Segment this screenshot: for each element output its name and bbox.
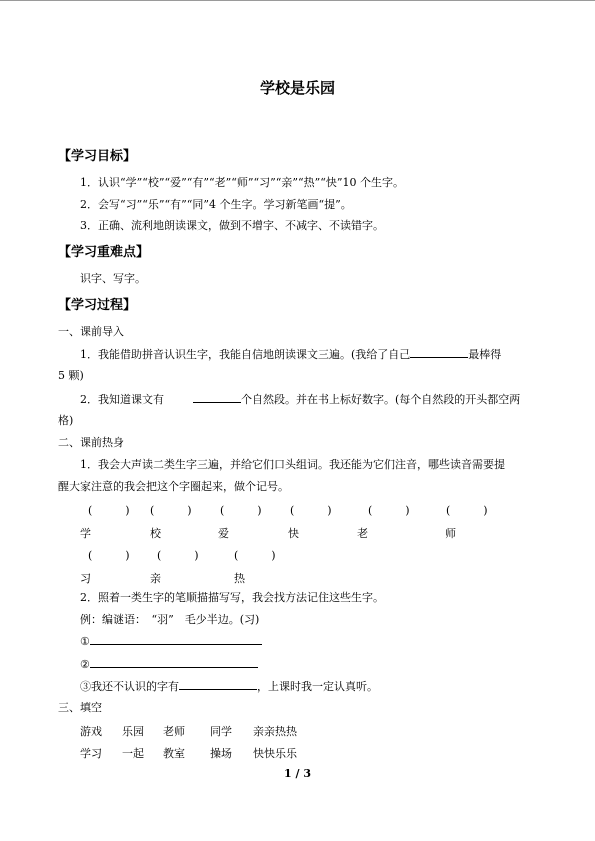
page-number: 1 / 3 xyxy=(284,767,311,780)
pinyin-blank[interactable]: ( ) xyxy=(234,549,276,562)
part2-q2: 2．照着一类生字的笔顺描描写写，我会找方法记住这些生字。 xyxy=(80,591,384,604)
process-heading: 【学习过程】 xyxy=(58,298,137,313)
char-item: 爱 xyxy=(218,527,229,540)
pinyin-blank[interactable]: ( ) xyxy=(220,504,262,517)
pinyin-blank[interactable]: ( ) xyxy=(157,549,199,562)
word-item: 老师 xyxy=(163,725,185,738)
pinyin-blank[interactable]: ( ) xyxy=(446,504,488,517)
word-item: 教室 xyxy=(163,747,185,760)
goal-item-1: 1．认识“学”“校”“爱”“有”“老”“师”“习”“亲”“热”“快”10 个生字。 xyxy=(80,176,404,189)
write-line-1 xyxy=(80,634,262,649)
write-blank[interactable] xyxy=(179,679,257,690)
part3-title: 三、填空 xyxy=(58,701,102,714)
part1-q2-line2: 格) xyxy=(58,414,74,427)
fill-blank[interactable] xyxy=(410,347,468,358)
pinyin-blank[interactable]: ( ) xyxy=(368,504,410,517)
char-item: 亲 xyxy=(150,572,161,585)
part1-q2-text-a: 2．我知道课文有 xyxy=(80,393,164,406)
goal-item-2: 2．会写“习”“乐”“有”“同”4 个生字。学习新笔画“提”。 xyxy=(80,198,352,211)
part1-q2-line1 xyxy=(80,392,520,407)
part1-q1-text-b: 最棒得 xyxy=(468,348,502,361)
write-line-3 xyxy=(80,679,378,694)
char-item: 校 xyxy=(150,527,161,540)
word-item: 一起 xyxy=(122,747,144,760)
write-blank[interactable] xyxy=(90,634,262,645)
write-line-3-text-b: ，上课时我一定认真听。 xyxy=(257,680,378,693)
write-blank[interactable] xyxy=(90,657,258,668)
part1-title: 一、课前导入 xyxy=(58,325,124,338)
word-item: 游戏 xyxy=(80,725,102,738)
write-line-3-text-a: ③我还不认识的字有 xyxy=(80,680,179,693)
word-item: 学习 xyxy=(80,747,102,760)
char-item: 习 xyxy=(80,572,91,585)
part2-example: 例：编谜语： “羽” 毛少半边。(习) xyxy=(80,613,260,626)
part2-q1-line2: 醒大家注意的我会把这个字圈起来，做个记号。 xyxy=(58,480,289,493)
char-item: 快 xyxy=(288,527,299,540)
part1-q1-line2: 5 颗) xyxy=(58,369,84,382)
word-item: 操场 xyxy=(210,747,232,760)
goals-heading: 【学习目标】 xyxy=(58,149,137,164)
page-title: 学校是乐园 xyxy=(259,79,335,97)
keypoints-heading: 【学习重难点】 xyxy=(58,245,150,260)
part2-q1-line1: 1．我会大声读二类生字三遍，并给它们口头组词。我还能为它们注音，哪些读音需要提 xyxy=(80,458,505,471)
goal-item-3: 3．正确、流利地朗读课文，做到不增字、不减字、不读错字。 xyxy=(80,219,384,232)
write-line-2 xyxy=(80,657,258,672)
char-item: 热 xyxy=(234,572,245,585)
word-item: 乐园 xyxy=(122,725,144,738)
char-item: 老 xyxy=(357,527,368,540)
top-border-line xyxy=(0,0,595,1)
part1-q1-text-a: 1．我能借助拼音认识生字，我能自信地朗读课文三遍。(我给了自己 xyxy=(80,348,411,361)
pinyin-blank[interactable]: ( ) xyxy=(88,504,130,517)
pinyin-blank[interactable]: ( ) xyxy=(290,504,332,517)
char-item: 师 xyxy=(445,527,456,540)
fill-blank[interactable] xyxy=(193,392,241,403)
word-item: 亲亲热热 xyxy=(253,725,297,738)
word-item: 快快乐乐 xyxy=(253,747,297,760)
keypoints-text: 识字、写字。 xyxy=(80,272,146,285)
write-line-2-label: ② xyxy=(80,658,90,671)
part2-title: 二、课前热身 xyxy=(58,436,124,449)
pinyin-blank[interactable]: ( ) xyxy=(150,504,192,517)
part1-q2-text-b: 个自然段。并在书上标好数字。(每个自然段的开头都空两 xyxy=(241,393,521,406)
write-line-1-label: ① xyxy=(80,635,90,648)
word-item: 同学 xyxy=(210,725,232,738)
pinyin-blank[interactable]: ( ) xyxy=(88,549,130,562)
char-item: 学 xyxy=(80,527,91,540)
part1-q1-line1 xyxy=(80,347,501,362)
